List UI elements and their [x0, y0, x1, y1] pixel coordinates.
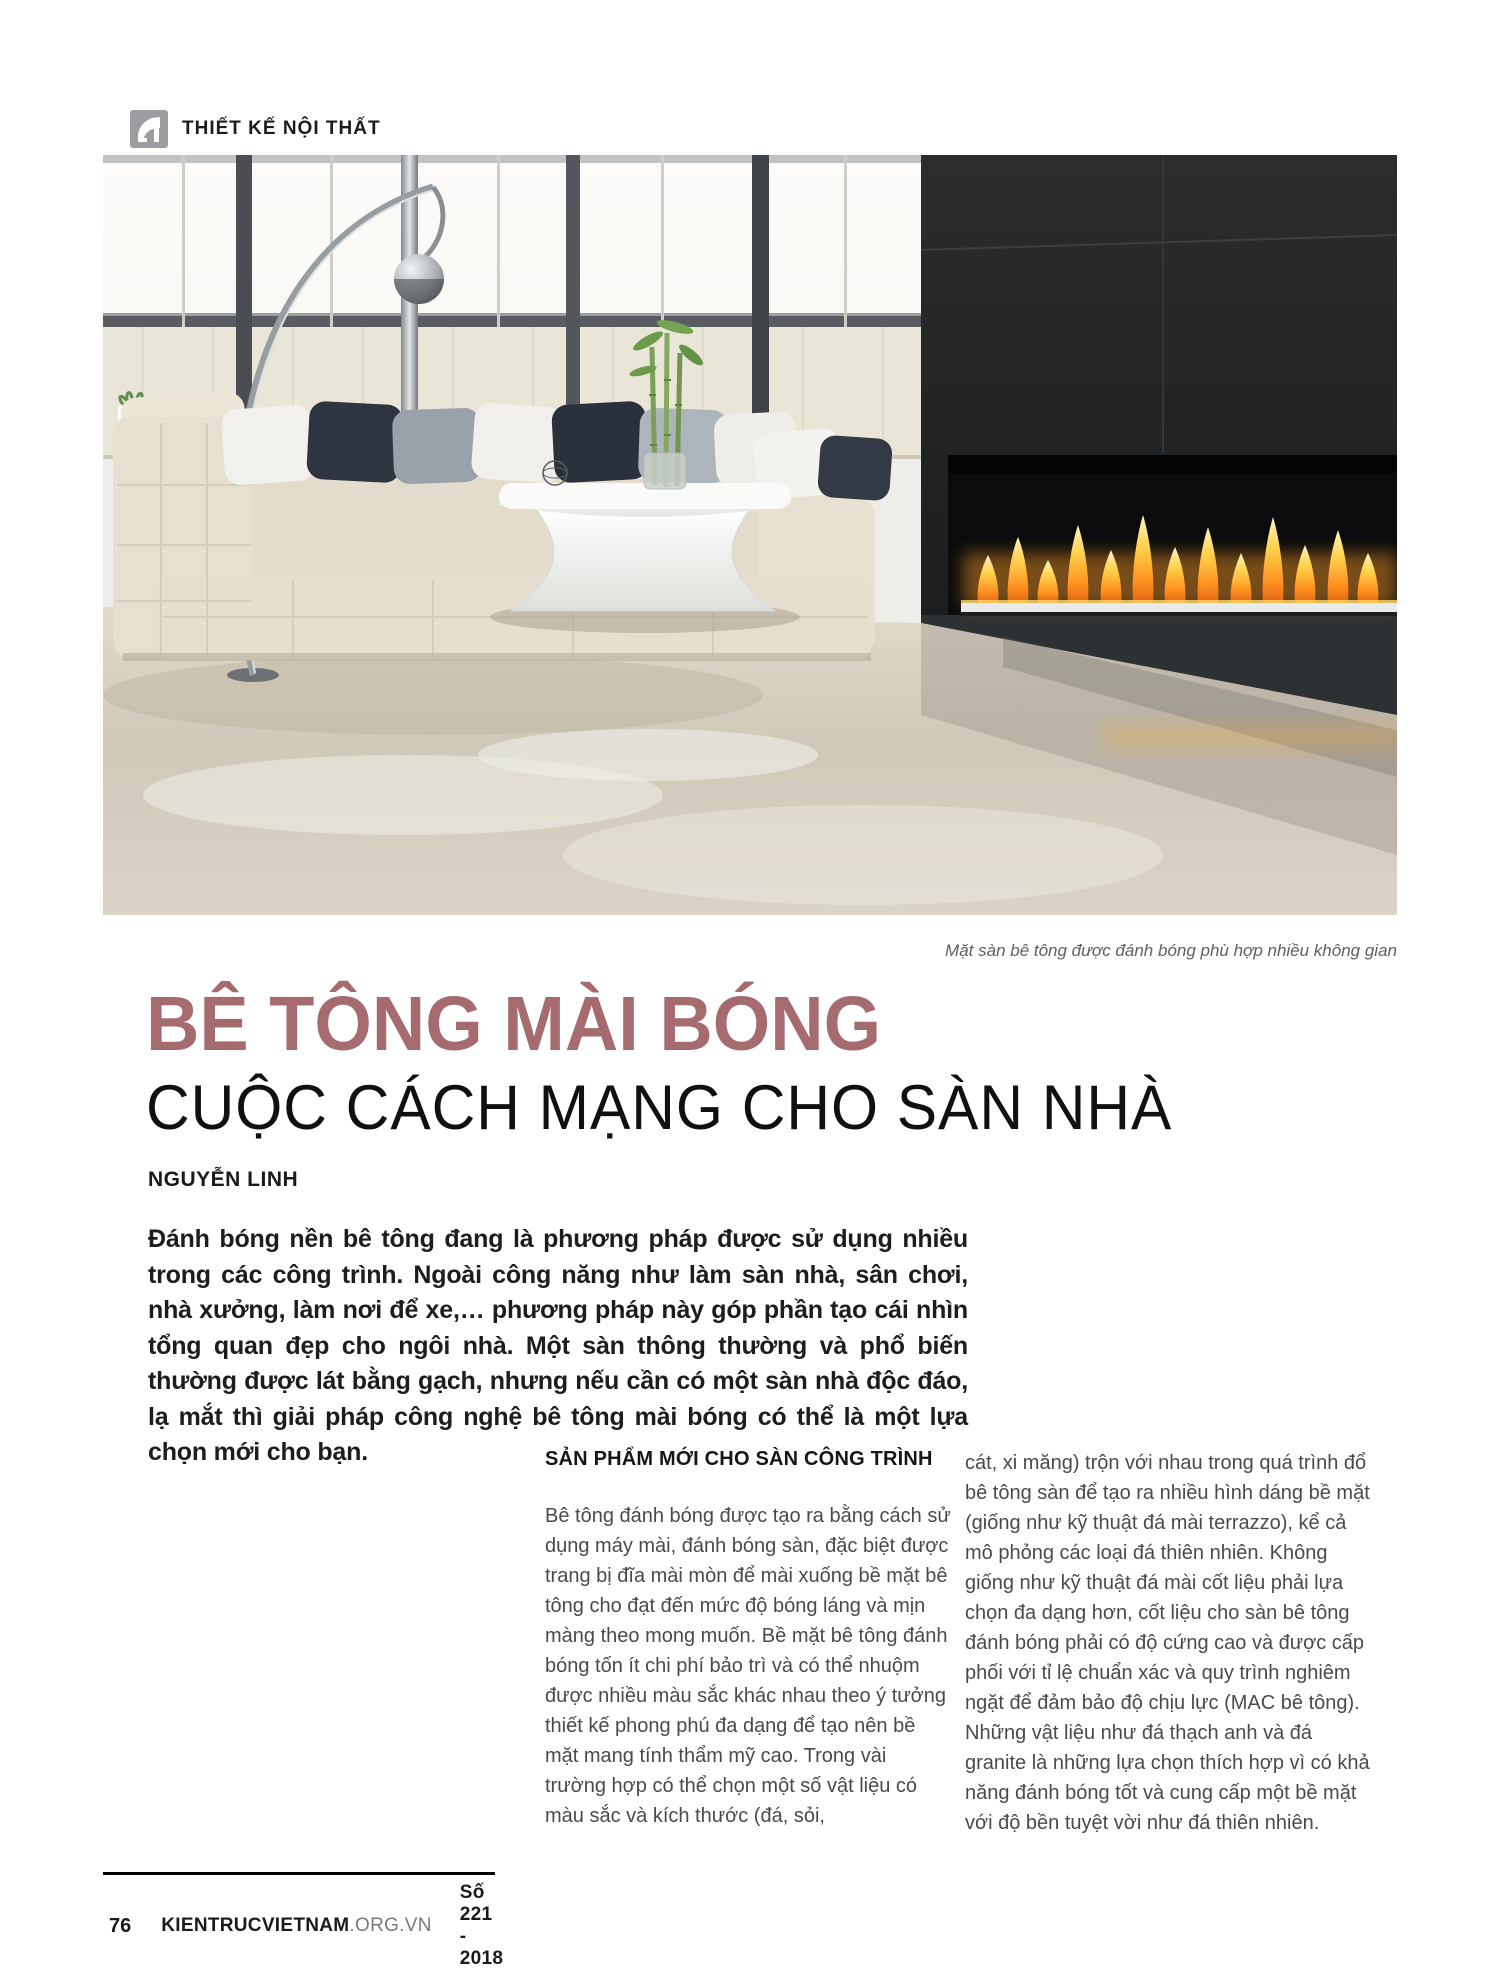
article-lead: Đánh bóng nền bê tông đang là phương pháp được sử dụng nhiều trong các công trình. Ngoài công năng như làm sàn nhà, sân chơi, nhà xưởng, làm nơi để xe,… phương pháp này góp phần tạo cái nhìn tổng quan đẹp cho ngôi nhà. Một sàn thông thường và phổ biến thường được lát bằng gạch, nhưng nếu cần có một sàn nhà độc đáo, lạ mắt thì giải pháp công nghệ bê tông mài bóng có thể là một lựa chọn mới cho bạn. — [148, 1225, 968, 1466]
article-subtitle: CUỘC CÁCH MẠNG CHO SÀN NHÀ — [146, 1073, 1173, 1143]
footer-brand-domain: .ORG.VN — [349, 1915, 432, 1936]
section-label: THIẾT KẾ NỘI THẤT — [182, 118, 381, 139]
body-column-right — [965, 1448, 1372, 1838]
article-photo — [103, 155, 1397, 915]
body-text-left: Bê tông đánh bóng được tạo ra bằng cách sử dụng máy mài, đánh bóng sàn, đặc biệt được trang bị đĩa mài mòn để mài xuống bề mặt bê tông cho đạt đến mức độ bóng láng và mịn màng theo mong muốn. Bề mặt bê tông đánh bóng tốn ít chi phí bảo trì và có thể nhuộm được nhiều màu sắc khác nhau theo ý tưởng thiết kế phong phú đa dạng để tạo nên bề mặt mang tính thẩm mỹ cao. Trong vài trường hợp có thể chọn một số vật liệu có màu sắc và kích thước (đá, sỏi, — [545, 1505, 951, 1827]
page-number: 76 — [109, 1914, 132, 1937]
photo-caption: Mặt sàn bê tông được đánh bóng phù hợp nhiều không gian — [945, 941, 1397, 960]
article-author: NGUYỄN LINH — [148, 1168, 299, 1191]
body-text-right: cát, xi măng) trộn với nhau trong quá trình đổ bê tông sàn để tạo ra nhiều hình dáng bề mặt (giống như kỹ thuật đá mài terrazzo), kể cả mô phỏng các loại đá thiên nhiên. Không giống như kỹ thuật đá mài cốt liệu phải lựa chọn đa dạng hơn, cốt liệu cho sàn bê tông đánh bóng phải có độ cứng cao và được cấp phối với tỉ lệ chuẩn xác và quy trình nghiêm ngặt để đảm bảo độ chịu lực (MAC bê tông). Những vật liệu như đá thạch anh và đá granite là những lựa chọn thích hợp vì có khả năng đánh bóng tốt và cung cấp một bề mặt với độ bền tuyệt vời như đá thiên nhiên. — [965, 1452, 1370, 1834]
fireplace — [948, 455, 1397, 616]
body-column-left — [545, 1448, 952, 1831]
magazine-logo-icon — [130, 110, 168, 148]
section-heading: SẢN PHẨM MỚI CHO SÀN CÔNG TRÌNH — [545, 1448, 933, 1470]
footer-brand-name: KIENTRUCVIETNAM — [161, 1915, 350, 1936]
article-title: BÊ TÔNG MÀI BÓNG — [146, 981, 882, 1067]
footer-issue: Số 221 - 2018 — [459, 1882, 504, 1969]
section-kicker — [130, 110, 381, 148]
page-footer — [103, 1872, 504, 1970]
footer-brand — [147, 1915, 446, 1937]
